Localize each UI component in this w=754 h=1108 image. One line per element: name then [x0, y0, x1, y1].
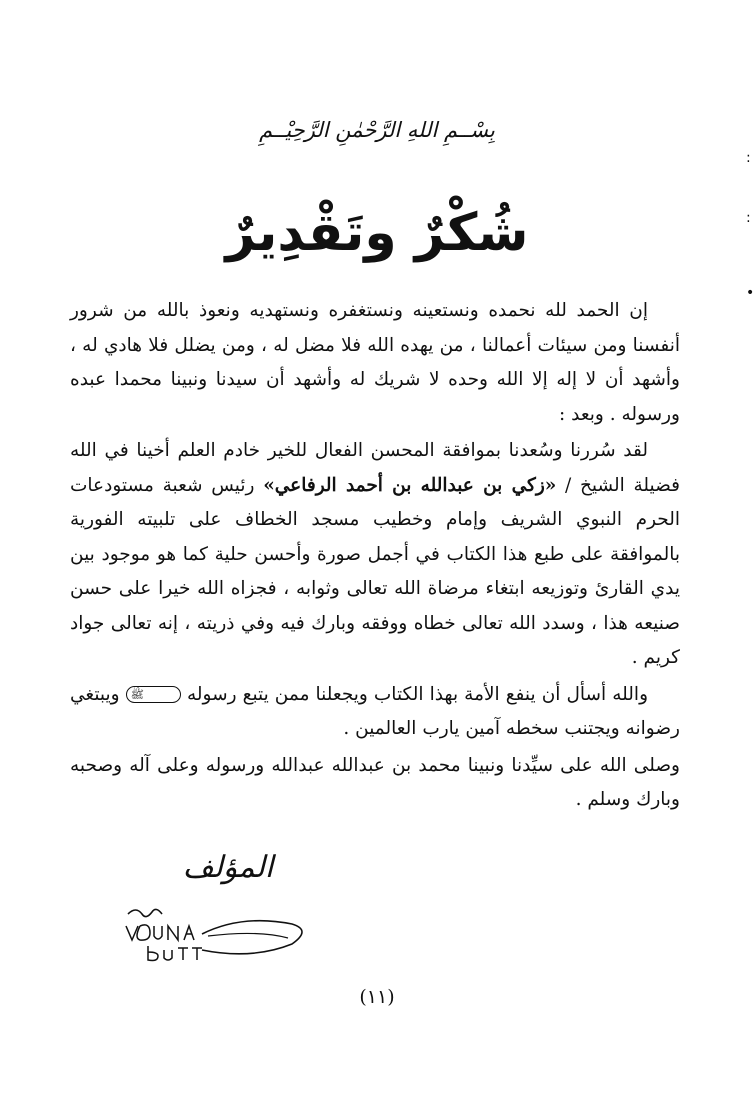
paragraph-3-before: والله أسأل أن ينفع الأمة بهذا الكتاب ويجعلنا ممن يتبع رسوله [180, 683, 648, 705]
salawat-symbol: ﷺ [126, 686, 181, 703]
paragraph-2-after: رئيس شعبة مستودعات الحرم النبوي الشريف وإمام وخطيب مسجد الخطاف على تلبيته الفورية بالموافقة على طبع هذا الكتاب في أجمل صورة وأحسن حلية كما هو موجود بين يدي القارئ وتوزيعه ابتغاء مرضاة الله تعالى وثوابه ، فجزاه الله خيرا على حسن صنيعه هذا ، وسدد الله تعالى خطاه ووفقه وبارك فيه وفي ذريته ، إنه تعالى جواد كريم . [70, 474, 681, 668]
page-number: (١١) [359, 986, 395, 1008]
paragraph-3-after: ويبتغي رضوانه ويجتنب سخطه آمين يارب العالمين . [70, 683, 680, 739]
basmala: بِسْــمِ اللهِ الرَّحْمٰنِ الرَّحِيْــمِ [259, 118, 495, 142]
margin-dot-mark: • [746, 285, 754, 301]
author-signature [118, 896, 318, 966]
page-heading: شُكْرٌ وتَقْدِيرٌ [225, 203, 529, 263]
paragraph-1 [70, 294, 680, 432]
body-text [70, 294, 680, 818]
margin-dot-mark: : [746, 210, 751, 226]
margin-dot-mark: : [746, 150, 751, 166]
author-block [118, 850, 318, 970]
paragraph-1-text: إن الحمد لله نحمده ونستعينه ونستغفره ونستهديه ونعوذ بالله من شرور أنفسنا ومن سيئات أعمالنا ، من يهده الله فلا مضل له ، ومن يضلل فلا هادي له ، وأشهد أن لا إله إلا الله وحده لا شريك له وأشهد أن سيدنا ونبينا محمدا عبده ورسوله . وبعد : [70, 300, 680, 425]
sheikh-name: «زكي بن عبدالله بن أحمد الرفاعي» [263, 474, 557, 496]
paragraph-2 [70, 434, 680, 676]
author-label: المؤلف [182, 850, 274, 885]
paragraph-4 [70, 749, 680, 818]
paragraph-4-text: وصلى الله على سيِّدنا ونبينا محمد بن عبدالله عبدالله ورسوله وعلى آله وصحبه وبارك وسلم . [70, 754, 680, 810]
paragraph-2-before: لقد سُررنا وسُعدنا بموافقة المحسن الفعال للخير خادم العلم أخينا في الله فضيلة الشيخ / [70, 440, 680, 496]
paragraph-3 [70, 678, 680, 747]
